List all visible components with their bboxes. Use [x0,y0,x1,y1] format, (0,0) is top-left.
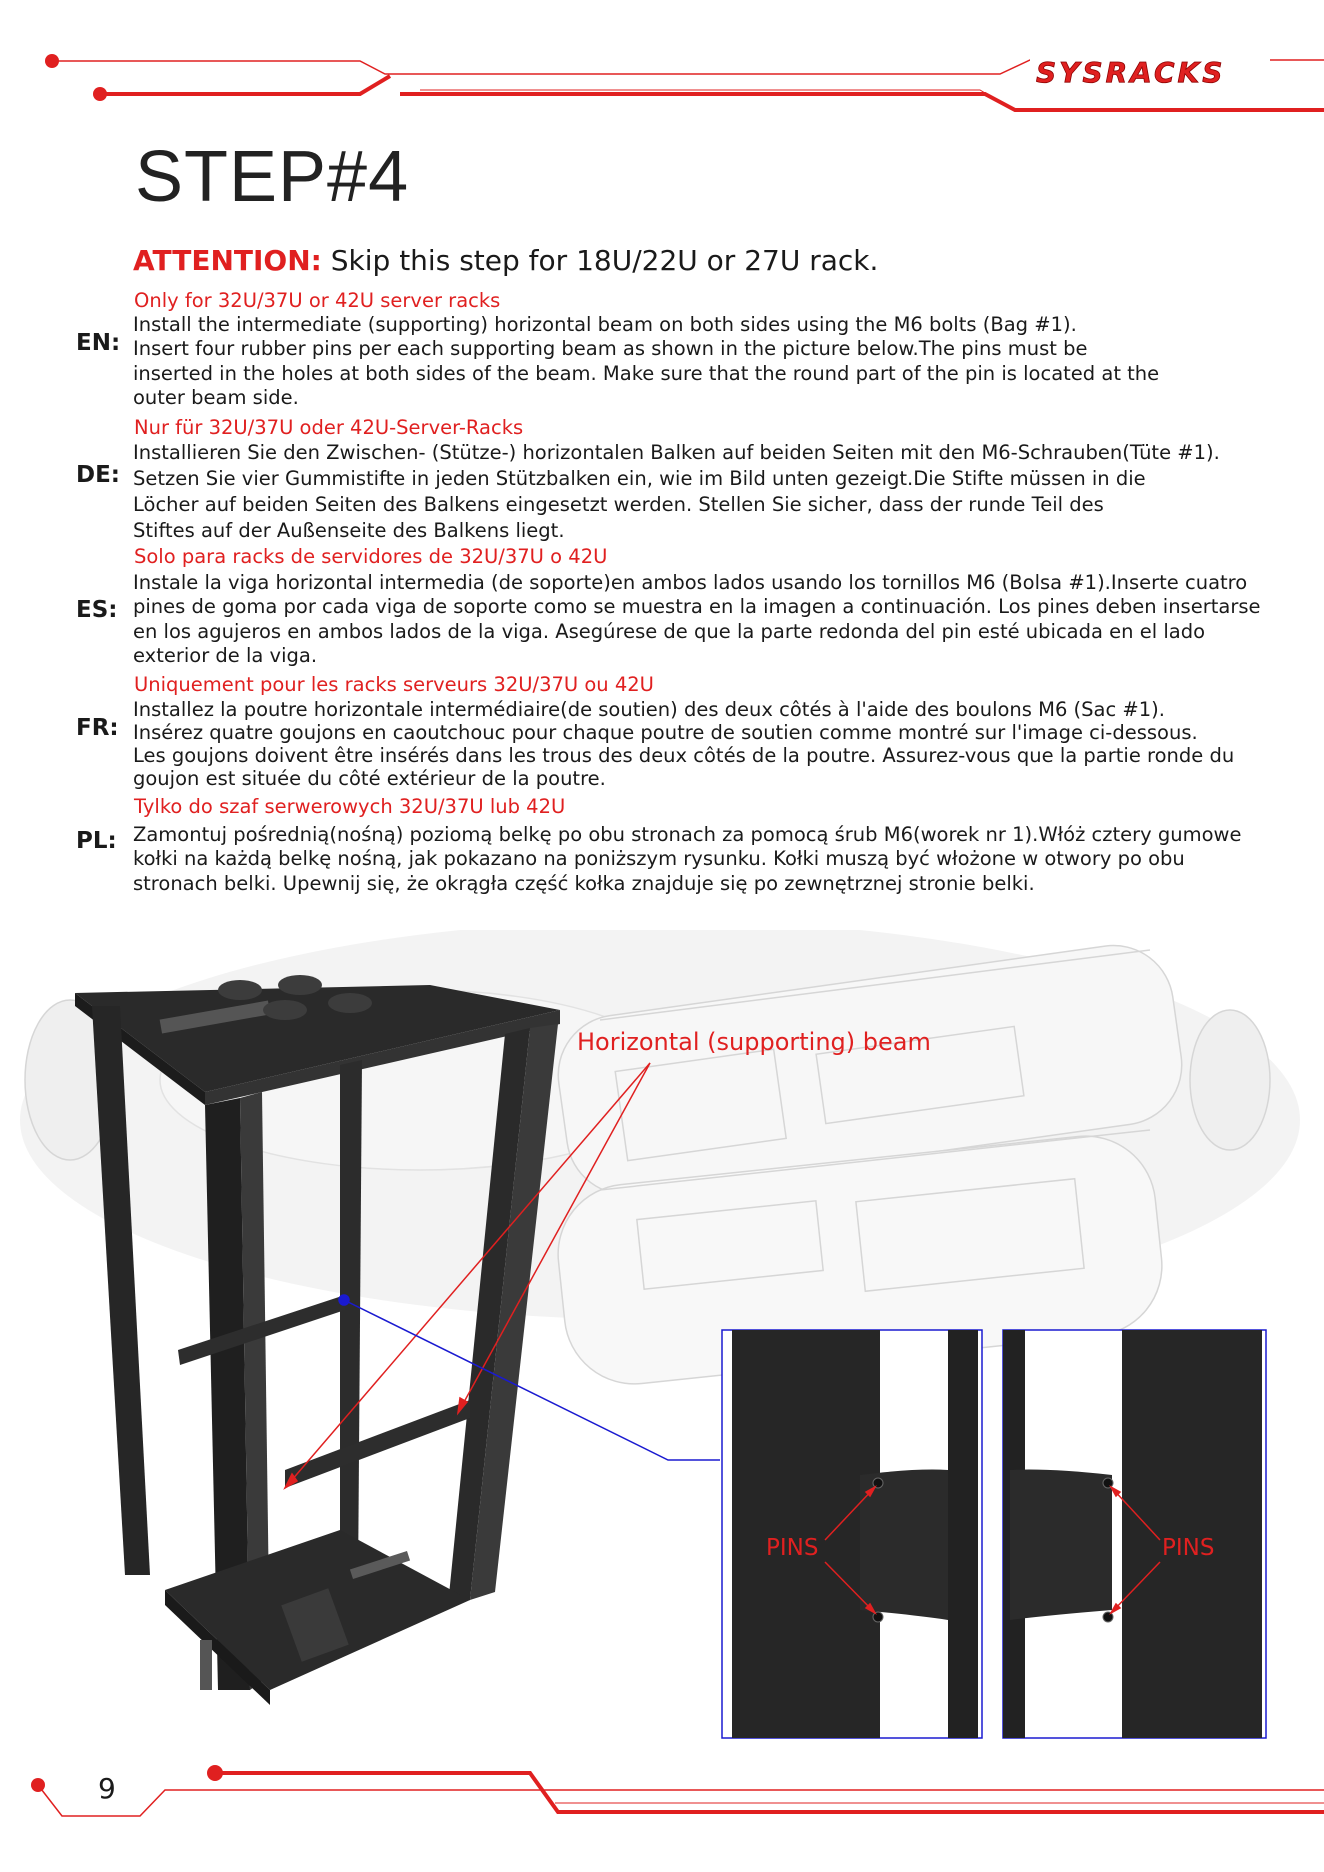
text-line: Install the intermediate (supporting) horizontal beam on both sides using the M6 bolts (Bag #1). [133,313,1077,336]
pins-label-left: PINS [766,1535,819,1561]
sysracks-logo [1030,54,1270,90]
text-line: en los agujeros en ambos lados de la viga. Asegúrese de que la parte redonda del pin esté ubicada en el lado [133,619,1206,643]
text-line: Insert four rubber pins per each supporting beam as shown in the picture below.The pins must be [133,337,1088,361]
text-line: Löcher auf beiden Seiten des Balkens eingesetzt werden. Stellen Sie sicher, dass der runde Teil des [133,493,1104,516]
page-title: STEP#4 [135,137,410,217]
lang-code-es: ES: [76,597,118,623]
lang-code-pl: PL: [76,828,117,854]
text-line: inserted in the holes at both sides of the beam. Make sure that the round part of the pin is located at the [133,361,1160,385]
text-line: kołki na każdą belkę nośną, jak pokazano na poniższym rysunku. Kołki muszą być włożone w otwory po obu [133,847,1185,871]
detail-inset-left [722,1330,982,1738]
lang-heading-es: Solo para racks de servidores de 32U/37U o 42U [134,545,608,568]
lang-heading-de: Nur für 32U/37U oder 42U-Server-Racks [134,416,524,439]
lang-body-fr [133,698,1234,790]
brand-text: SYSRACKS [1036,56,1226,89]
lang-body-pl [133,823,1241,896]
lang-heading-pl: Tylko do szaf serwerowych 32U/37U lub 42U [134,795,566,818]
text-line: Instale la viga horizontal intermedia (de soporte)en ambos lados usando los tornillos M6 (Bolsa #1).Inserte cuatro [133,571,1248,594]
lang-heading-en: Only for 32U/37U or 42U server racks [134,289,501,312]
text-line: Installieren Sie den Zwischen- (Stütze-) horizontalen Balken auf beiden Seiten mit den M6-Schrauben(Tüte #1). [133,441,1220,464]
page-number: 9 [98,1772,116,1805]
pins-label-right: PINS [1162,1535,1215,1561]
attention-label: ATTENTION: [133,244,322,277]
text-line: Stiftes auf der Außenseite des Balkens liegt. [133,519,565,542]
attention-line [133,244,878,277]
detail-inset-right [1003,1330,1266,1738]
text-line: exterior de la viga. [133,643,318,667]
lang-body-en [133,313,1159,410]
lang-code-de: DE: [76,462,121,488]
lang-body-de [133,440,1220,544]
footer-circuit-lines [31,1765,1324,1816]
text-line: Les goujons doivent être insérés dans les trous des deux côtés de la poutre. Assurez-vous que la partie ronde du [133,744,1235,767]
lang-code-en: EN: [76,330,121,356]
lang-heading-fr: Uniquement pour les racks serveurs 32U/37U ou 42U [134,673,654,696]
text-line: pines de goma por cada viga de soporte como se muestra en la imagen a continuación. Los pines deben insertarse [133,595,1261,619]
text-line: Zamontuj pośrednią(nośną) poziomą belkę po obu stronach za pomocą śrub M6(worek nr 1).Włóż cztery gumowe [133,823,1242,846]
text-line: outer beam side. [133,385,299,409]
beam-callout-label: Horizontal (supporting) beam [577,1028,931,1056]
text-line: stronach belki. Upewnij się, że okrągła część kołka znajduje się po zewnętrznej stronie belki. [133,871,1035,895]
text-line: Installez la poutre horizontale intermédiaire(de soutien) des deux côtés à l'aide des boulons M6 (Sac #1). [133,698,1165,721]
attention-text: Skip this step for 18U/22U or 27U rack. [330,244,879,277]
text-line: Insérez quatre goujons en caoutchouc pour chaque poutre de soutien comme montré sur l'image ci-dessous. [133,721,1198,744]
text-line: Setzen Sie vier Gummistifte in jeden Stützbalken ein, wie im Bild unten gezeigt.Die Stifte müssen in die [133,467,1146,490]
lang-body-es [133,571,1261,668]
lang-code-fr: FR: [76,715,119,741]
text-line: goujon est située du côté extérieur de la poutre. [133,767,606,790]
